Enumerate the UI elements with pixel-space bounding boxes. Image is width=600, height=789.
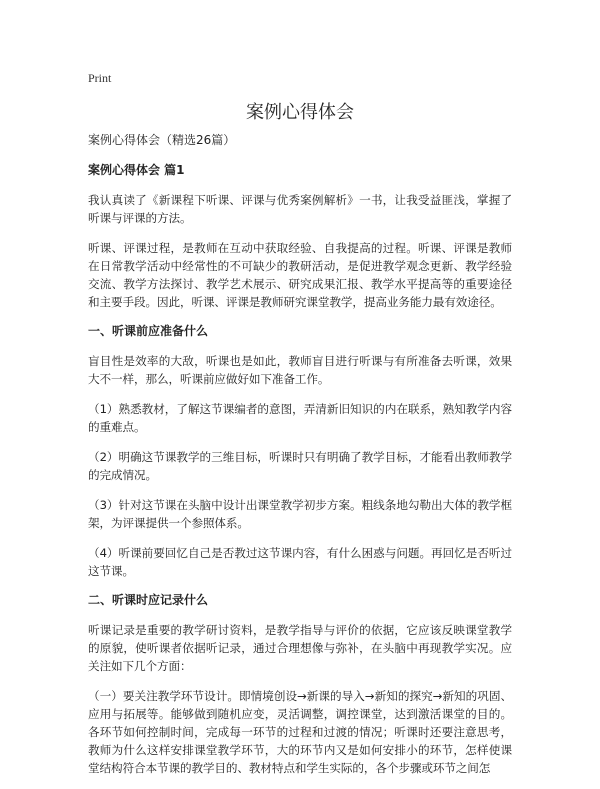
paragraph: （一）要关注教学环节设计。即情境创设→新课的导入→新知的探究→新知的巩固、应用与拓展等。能够做到随机应变，灵活调整，调控课堂，达到激活课堂的目的。各环节如何控制时间，完成每一环节的过程和过渡的情况；听课时还要注意思考，教师为什么这样安排课堂教学环节，大的环节内又是如何安排小的环节，怎样使课堂结构符合本节课的教学目的、教材特点和学生实际的，各个步骤或环节之间怎 xyxy=(88,689,512,775)
document-subtitle: 案例心得体会（精选26篇） xyxy=(88,133,236,147)
subsection-heading: 一、听课前应准备什么 xyxy=(88,324,209,338)
paragraph: 盲目性是效率的大敌，听课也是如此，教师盲目进行听课与有所准备去听课，效果大不一样，那么，听课前应做好如下准备工作。 xyxy=(88,354,512,386)
paragraph: 听课记录是重要的教学研讨资料，是教学指导与评价的依据，它应该反映课堂教学的原貌，使听课者依据听记录，通过合理想像与弥补，在头脑中再现教学实况。应关注如下几个方面： xyxy=(88,623,512,673)
paragraph: 我认真读了《新课程下听课、评课与优秀案例解析》一书，让我受益匪浅，掌握了听课与评课的方法。 xyxy=(88,193,512,225)
document-body xyxy=(88,132,512,789)
paragraph: 听课、评课过程，是教师在互动中获取经验、自我提高的过程。听课、评课是教师在日常教学活动中经常性的不可缺少的教研活动，是促进教学观念更新、教学经验交流、教学方法探讨、教学艺术展示、研究成果汇报、教学水平提高等的重要途径和主要手段。因此，听课、评课是教师研究课堂教学，提高业务能力最有效途径。 xyxy=(88,241,512,309)
list-item: （3）针对这节课在头脑中设计出课堂教学初步方案。粗线条地勾勒出大体的教学框架，为评课提供一个参照体系。 xyxy=(88,498,512,530)
print-label: Print xyxy=(88,71,112,85)
list-item: （4）听课前要回忆自己是否教过这节课内容，有什么困惑与问题。再回忆是否听过这节课。 xyxy=(88,546,512,578)
subsection-heading: 二、听课时应记录什么 xyxy=(88,593,209,607)
list-item: （1）熟悉教材，了解这节课编者的意图，弄清新旧知识的内在联系，熟知教学内容的重难点。 xyxy=(88,402,512,434)
section-heading: 案例心得体会 篇1 xyxy=(88,163,185,177)
document-title: 案例心得体会 xyxy=(246,102,354,123)
list-item: （2）明确这节课教学的三维目标，听课时只有明确了教学目标，才能看出教师教学的完成情况。 xyxy=(88,450,512,482)
